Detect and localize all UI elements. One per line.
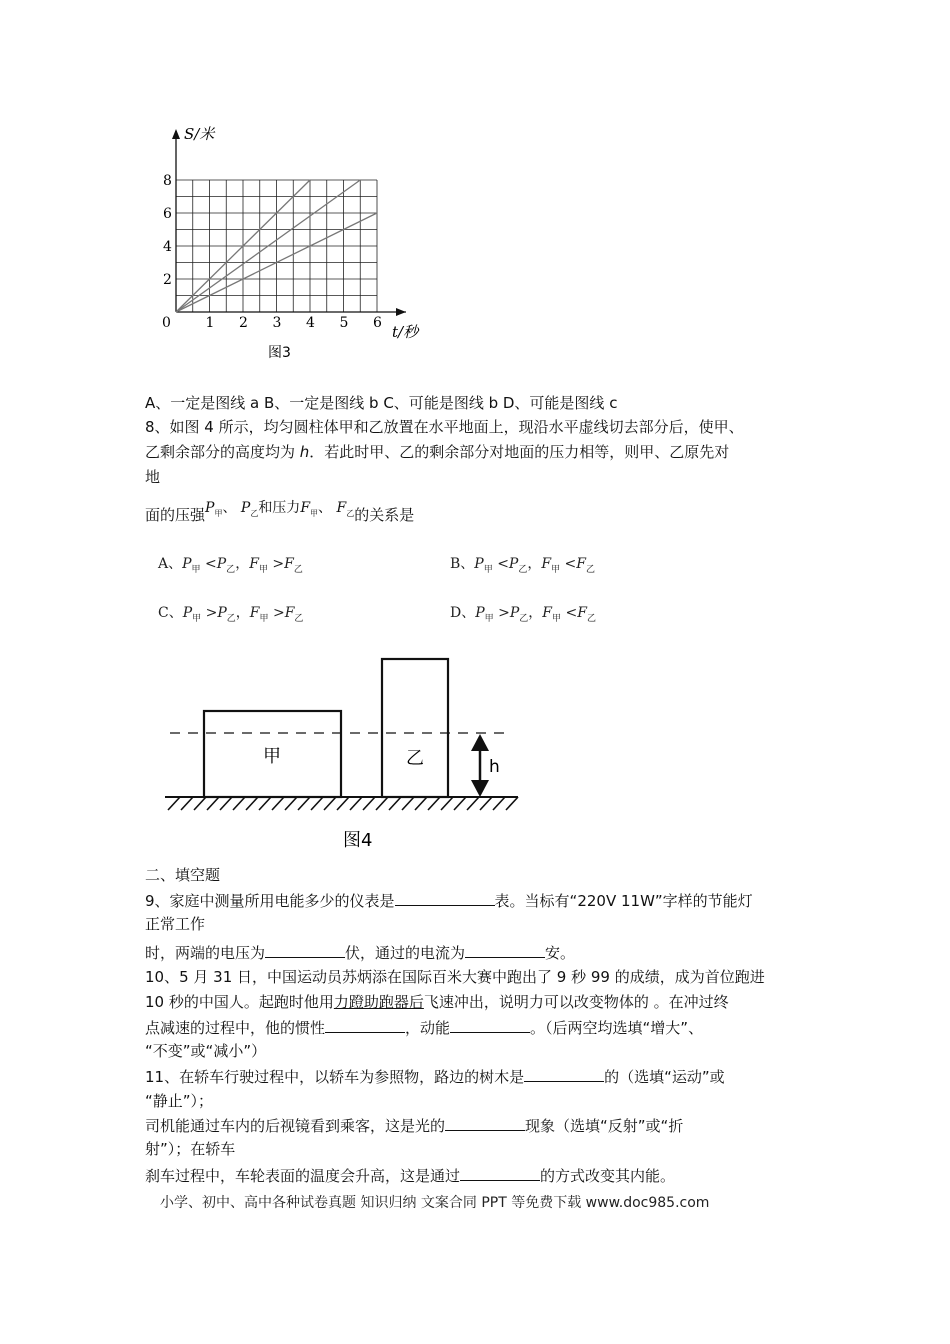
option-a-p1-sub: 甲	[191, 564, 201, 575]
hatch-mark	[181, 797, 193, 810]
option-d-label: D、	[450, 605, 476, 621]
option-b-f2: F	[576, 556, 586, 572]
option-b-p1: P	[474, 556, 484, 572]
hatch-mark	[376, 797, 388, 810]
q9-blank-current[interactable]	[465, 941, 545, 958]
hatch-mark	[207, 797, 219, 810]
q9-l3-b: 伏，通过的电流为	[345, 944, 466, 962]
hatch-mark	[389, 797, 401, 810]
q9-line-3	[145, 941, 575, 964]
hatch-mark	[415, 797, 427, 810]
option-a-rel1: <	[205, 556, 217, 572]
hatch-mark	[350, 797, 362, 810]
option-a-label: A、	[158, 556, 183, 572]
label-yi: 乙	[406, 748, 424, 769]
option-c-f2: F	[284, 605, 295, 621]
q9-l3-a: 时，两端的电压为	[145, 944, 266, 962]
q9-l3-c: 安。	[545, 944, 576, 962]
y-tick-label: 6	[163, 206, 172, 222]
option-b-rel1: <	[497, 556, 509, 572]
hatch-mark	[194, 797, 206, 810]
q8-line-2-post: ．若此时甲、乙的剩余部分对地面的压力相等，则甲、乙原先对	[309, 443, 730, 461]
figure-3-chart	[150, 115, 450, 365]
option-c-p2-sub: 乙	[226, 613, 236, 624]
hatch-mark	[506, 797, 518, 810]
height-arrow-up	[471, 734, 489, 751]
option-d-p1: P	[475, 605, 485, 621]
p-yi-symbol: P	[240, 500, 251, 516]
q11-blank-method[interactable]	[460, 1164, 540, 1181]
option-a-f1-sub: 甲	[258, 564, 268, 575]
label-h: h	[489, 757, 500, 777]
q8-line-3: 地	[145, 468, 161, 486]
q10-l2-post: 飞速冲出，说明力可以改变物体的 。在冲过终	[423, 993, 729, 1011]
option-c-p1: P	[182, 605, 193, 621]
q8-option-c	[158, 602, 303, 624]
option-a-p2: P	[216, 556, 227, 572]
f-jia-sub: 甲	[310, 508, 319, 518]
chart-grid	[176, 180, 377, 312]
figure-3-caption: 图3	[268, 345, 291, 361]
p-jia-sub: 甲	[214, 508, 223, 518]
q8-line-4	[145, 500, 415, 533]
option-c-f1-sub: 甲	[259, 613, 269, 624]
q8-line-4-pre: 面的压强	[145, 506, 206, 524]
option-b-p1-sub: 甲	[483, 564, 493, 575]
q9-l1-pre: 9、家庭中测量所用电能多少的仪表是	[145, 892, 395, 910]
q8-h-symbol: h	[299, 443, 310, 461]
option-c-comma: ，	[235, 605, 250, 621]
hatch-mark	[298, 797, 310, 810]
q10-line-2	[145, 991, 729, 1013]
q11-l3-pre: 司机能通过车内的后视镜看到乘客，这是光的	[145, 1117, 446, 1135]
label-jia: 甲	[263, 746, 281, 767]
hatch-mark	[467, 797, 479, 810]
hatch-mark	[285, 797, 297, 810]
q8-sep-2: 、	[318, 500, 333, 516]
q11-line-3	[145, 1114, 683, 1137]
option-c-rel1: >	[205, 605, 218, 621]
figure-4-diagram	[160, 650, 530, 860]
hatch-mark	[402, 797, 414, 810]
chart-axes	[172, 129, 406, 316]
q10-l3-a: 点减速的过程中，他的惯性	[145, 1019, 326, 1037]
option-a-comma: ，	[235, 556, 250, 572]
q10-line-4: “不变”或“减小”）	[145, 1042, 267, 1060]
q9-line-1	[145, 889, 753, 912]
x-tick-label: 4	[306, 315, 315, 331]
option-d-p2: P	[509, 605, 520, 621]
option-d-rel1: >	[498, 605, 510, 621]
hatch-mark	[233, 797, 245, 810]
hatch-mark	[311, 797, 323, 810]
q7-options: A、一定是图线 a B、一定是图线 b C、可能是图线 b D、可能是图线 c	[145, 394, 618, 412]
q11-l5-post: 的方式改变其内能。	[540, 1167, 676, 1185]
hatch-mark	[428, 797, 440, 810]
q10-line-3	[145, 1016, 703, 1039]
option-c-label: C、	[158, 605, 183, 621]
ground-hatching	[168, 797, 518, 810]
q11-l3-post: 现象（选填“反射”或“折	[525, 1117, 684, 1135]
option-d-f1: F	[542, 605, 553, 621]
option-b-f2-sub: 乙	[586, 564, 596, 575]
y-tick-label: 2	[163, 272, 172, 288]
q8-line-2	[145, 441, 729, 463]
x-tick-label: 1	[205, 315, 215, 331]
f-yi-symbol: F	[336, 500, 347, 516]
q10-l3-b: ，动能	[405, 1019, 451, 1037]
f-yi-sub: 乙	[346, 508, 355, 518]
hatch-mark	[454, 797, 466, 810]
y-tick-label: 8	[163, 173, 172, 189]
q9-blank-voltage[interactable]	[265, 941, 345, 958]
q8-line-2-pre: 乙剩余部分的高度均为	[145, 443, 300, 461]
option-a-f2-sub: 乙	[293, 564, 303, 575]
q8-sep-1: 、	[222, 500, 237, 516]
option-b-comma: ，	[527, 556, 542, 572]
option-d-f2: F	[577, 605, 587, 621]
option-a-f2: F	[284, 556, 294, 572]
option-c-f1: F	[249, 605, 260, 621]
y-axis-label: S/米	[184, 125, 215, 143]
q11-blank-motion[interactable]	[524, 1065, 604, 1082]
option-b-f1-sub: 甲	[551, 564, 561, 575]
q10-l2-pre: 10 秒的中国人。起跑时他用	[145, 993, 334, 1011]
option-c-p1-sub: 甲	[192, 613, 202, 624]
hatch-mark	[493, 797, 505, 810]
q8-and: 和压力	[258, 500, 301, 516]
option-d-p2-sub: 乙	[519, 613, 529, 624]
f-jia-symbol: F	[300, 500, 311, 516]
x-tick-label: 3	[272, 315, 282, 331]
option-a-p1: P	[182, 556, 192, 572]
hatch-mark	[480, 797, 492, 810]
hatch-mark	[259, 797, 271, 810]
section-2-title: 二、填空题	[145, 866, 221, 884]
hatch-mark	[363, 797, 375, 810]
option-a-f1: F	[249, 556, 259, 572]
q11-line-5	[145, 1164, 675, 1187]
cylinder-yi	[382, 659, 448, 797]
q9-l1-post: 表。当标有“220V 11W”字样的节能灯	[494, 892, 753, 910]
q10-l2-underlined: 力蹬助跑器后	[333, 993, 424, 1011]
figure-4-caption: 图4	[343, 830, 373, 851]
q11-line-4: 射”）；在轿车	[145, 1140, 236, 1158]
q10-blank-kinetic[interactable]	[450, 1016, 530, 1033]
option-a-p2-sub: 乙	[226, 564, 236, 575]
option-b-p2-sub: 乙	[518, 564, 528, 575]
height-arrow-down	[471, 780, 489, 797]
q11-l5-pre: 刹车过程中，车轮表面的温度会升高，这是通过	[145, 1167, 461, 1185]
option-a-rel2: >	[272, 556, 285, 572]
option-d-p1-sub: 甲	[484, 613, 494, 624]
x-axis-label: t/秒	[392, 323, 419, 341]
x-tick-label: 6	[373, 315, 382, 331]
q10-blank-inertia[interactable]	[325, 1016, 405, 1033]
hatch-mark	[324, 797, 336, 810]
option-d-rel2: <	[565, 605, 578, 621]
option-d-f1-sub: 甲	[552, 613, 562, 624]
option-b-label: B、	[450, 556, 475, 572]
hatch-mark	[441, 797, 453, 810]
y-axis-arrow	[172, 129, 180, 139]
origin-label: 0	[162, 315, 171, 331]
q8-line-1: 8、如图 4 所示，均匀圆柱体甲和乙放置在水平地面上，现沿水平虚线切去部分后，使甲、	[145, 418, 744, 436]
option-b-rel2: <	[564, 556, 577, 572]
x-tick-label: 5	[339, 315, 349, 331]
x-axis-arrow	[396, 308, 406, 316]
q8-line-4-post: 的关系是	[354, 506, 415, 524]
hatch-mark	[246, 797, 258, 810]
hatch-mark	[337, 797, 349, 810]
q11-blank-light[interactable]	[445, 1114, 525, 1131]
y-tick-label: 4	[163, 239, 172, 255]
footer-text: 小学、初中、高中各种试卷真题 知识归纳 文案合同 PPT 等免费下载 www.doc985.com	[160, 1195, 710, 1211]
x-tick-label: 2	[239, 315, 248, 331]
hatch-mark	[272, 797, 284, 810]
q8-option-a	[158, 553, 303, 575]
q9-blank-meter[interactable]	[395, 889, 495, 906]
q11-line-2: “静止”）；	[145, 1092, 214, 1110]
q10-l3-c: 。（后两空均选填“增大”、	[530, 1019, 704, 1037]
p-yi-sub: 乙	[250, 508, 259, 518]
option-d-f2-sub: 乙	[586, 613, 596, 624]
option-d-comma: ，	[528, 605, 543, 621]
q8-option-d	[450, 602, 596, 624]
option-c-f2-sub: 乙	[294, 613, 304, 624]
hatch-mark	[168, 797, 180, 810]
option-b-p2: P	[508, 556, 519, 572]
hatch-mark	[220, 797, 232, 810]
q11-l1-pre: 11、在轿车行驶过程中，以轿车为参照物，路边的树木是	[145, 1068, 525, 1086]
option-c-p2: P	[217, 605, 227, 621]
q11-line-1	[145, 1065, 725, 1088]
q8-option-b	[450, 553, 595, 575]
option-c-rel2: >	[272, 605, 285, 621]
q10-line-1: 10、5 月 31 日，中国运动员苏炳添在国际百米大赛中跑出了 9 秒 99 的成绩，成为首位跑进	[145, 968, 765, 986]
q11-l1-post: 的（选填“运动”或	[604, 1068, 725, 1086]
option-b-f1: F	[541, 556, 552, 572]
q9-line-2: 正常工作	[145, 915, 206, 933]
p-jia-symbol: P	[205, 500, 215, 516]
